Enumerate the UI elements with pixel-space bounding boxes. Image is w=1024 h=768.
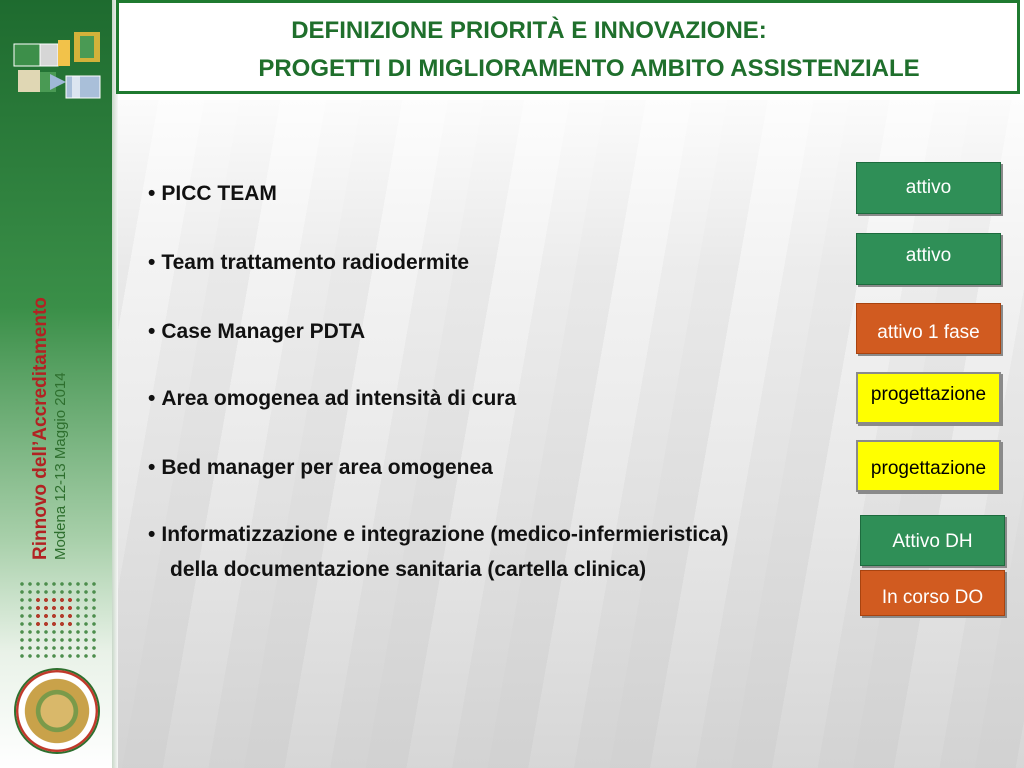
sidebar-subtitle: Modena 12-13 Maggio 2014 [51, 372, 69, 560]
bullet: • [148, 387, 156, 410]
status-badge-label: Attivo DH [892, 531, 973, 552]
list-item-label: Team trattamento radiodermite [161, 251, 470, 274]
status-badge-label: progettazione [870, 384, 987, 405]
status-badge-label: attivo 1 fase [877, 322, 980, 343]
status-badge [856, 372, 1001, 424]
status-badge-label: attivo [905, 245, 952, 266]
bullet: • [148, 182, 156, 205]
list-item-label-continued: della documentazione sanitaria (cartella clinica) [170, 558, 647, 581]
dot-pattern-red [34, 596, 74, 628]
status-badge-label: attivo [905, 177, 952, 198]
title-box [116, 0, 1020, 94]
status-badge [860, 570, 1005, 616]
list-item-label: Case Manager PDTA [161, 320, 366, 343]
sidebar-title: Rinnovo dell’Accreditamento [30, 297, 51, 560]
list-item-label: Bed manager per area omogenea [161, 456, 493, 479]
status-badge [856, 440, 1001, 492]
bullet: • [148, 523, 156, 546]
status-badge [856, 162, 1001, 214]
page-title-line-1: DEFINIZIONE PRIORITÀ E INNOVAZIONE: [291, 17, 767, 44]
bullet: • [148, 456, 156, 479]
status-badge-label: progettazione [870, 458, 987, 479]
list-item-label: Informatizzazione e integrazione (medico-infermieristica) [161, 523, 729, 546]
sidebar-vertical-text [30, 240, 69, 560]
status-badge [856, 233, 1001, 285]
list-item-label: Area omogenea ad intensità di cura [161, 387, 517, 410]
list-item [148, 456, 493, 480]
page-title-line-2: PROGETTI DI MIGLIORAMENTO AMBITO ASSISTENZIALE [258, 55, 920, 82]
status-badge-label: In corso DO [881, 587, 984, 608]
status-badge [856, 303, 1001, 354]
list-item-label: PICC TEAM [161, 182, 277, 205]
list-item [148, 251, 469, 275]
list-item [148, 182, 277, 206]
list-item [148, 387, 516, 411]
list-item [148, 320, 365, 344]
bullet: • [148, 251, 156, 274]
university-seal-icon [16, 670, 98, 752]
list-item [148, 523, 728, 547]
bullet: • [148, 320, 156, 343]
status-badge [860, 515, 1005, 566]
